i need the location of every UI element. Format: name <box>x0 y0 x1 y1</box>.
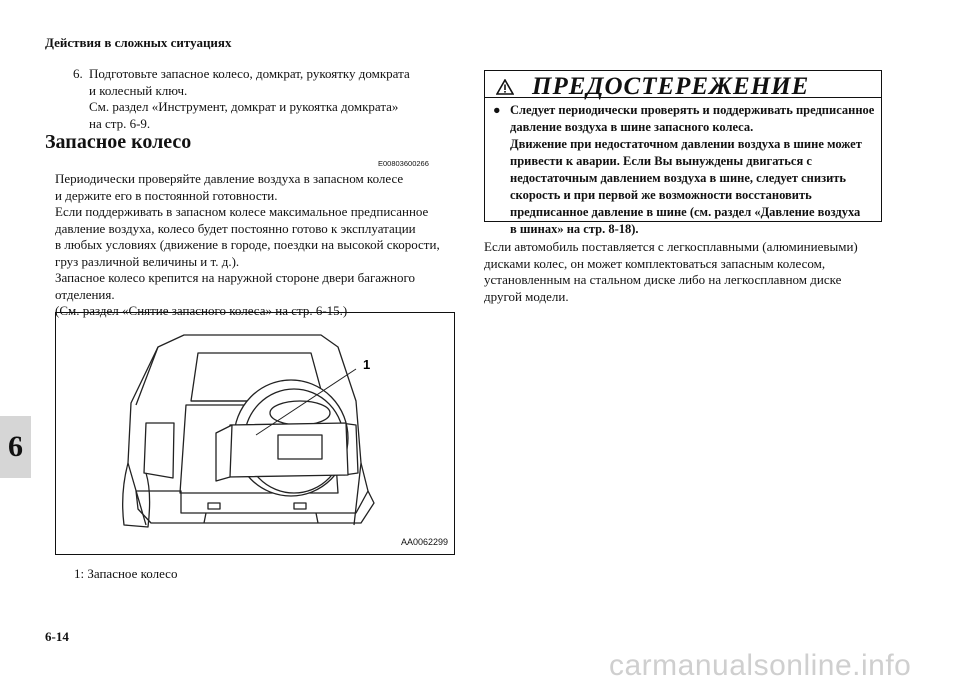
note-line: установленным на стальном диске либо на легкосплавном диске <box>484 272 842 287</box>
step-line: См. раздел «Инструмент, домкрат и рукоятка домкрата» <box>89 99 399 114</box>
paragraph-line: в любых условиях (движение в городе, поездки на высокой скорости, <box>55 237 440 252</box>
warning-line: недостаточным давлением воздуха в шине, следует снизить <box>510 171 847 185</box>
warning-line: Движение при недостаточном давлении воздуха в шине может <box>510 137 862 151</box>
note-line: дисками колес, он может комплектоваться запасным колесом, <box>484 255 826 271</box>
warning-heading: ПРЕДОСТЕРЕЖЕНИЕ <box>532 73 810 100</box>
step-line: и колесный ключ. <box>89 82 188 98</box>
chapter-number: 6 <box>8 430 23 463</box>
step-line: на стр. 6-9. <box>89 115 151 131</box>
bullet-icon: ● <box>493 103 501 117</box>
vehicle-rear-drawing <box>56 313 456 556</box>
step-6 <box>73 66 453 132</box>
section-paragraph <box>55 171 455 320</box>
paragraph-line: и держите его в постоянной готовности. <box>55 187 278 203</box>
section-title: Запасное колесо <box>45 131 192 153</box>
warning-line: скорость и при первой же возможности восстановить <box>510 188 812 202</box>
callout-number: 1 <box>363 357 371 372</box>
warning-line: Следует периодически проверять и поддерживать предписанное <box>510 103 875 117</box>
spare-wheel-illustration <box>55 312 455 555</box>
paragraph-line: груз различной величины и т. д.). <box>55 253 240 269</box>
note-line: Если автомобиль поставляется с легкосплавными (алюминиевыми) <box>484 239 858 254</box>
warning-line: предписанное давление в шине (см. раздел «Давление воздуха <box>510 205 861 219</box>
page-number: 6-14 <box>45 629 69 644</box>
warning-line: давление воздуха в шине запасного колеса. <box>510 120 754 134</box>
paragraph-line: отделения. <box>55 286 115 302</box>
running-header: Действия в сложных ситуациях <box>45 35 232 50</box>
alloy-wheel-note <box>484 239 884 305</box>
warning-text <box>493 102 878 238</box>
warning-divider <box>484 97 882 98</box>
paragraph-line: (См. раздел «Снятие запасного колеса» на стр. 6-15.) <box>55 303 348 318</box>
paragraph-line: Периодически проверяйте давление воздуха в запасном колесе <box>55 171 404 186</box>
paragraph-line: Запасное колесо крепится на наружной стороне двери багажного <box>55 270 416 285</box>
warning-line: в шинах» на стр. 8-18). <box>510 222 639 236</box>
figure-code: AA0062299 <box>400 537 448 547</box>
section-code: E00803600266 <box>378 159 429 168</box>
warning-line: привести к аварии. Если Вы вынуждены двигаться с <box>510 154 812 168</box>
paragraph-line: давление воздуха, колесо будет постоянно готово к эксплуатации <box>55 220 416 236</box>
step-line: Подготовьте запасное колесо, домкрат, рукоятку домкрата <box>89 66 410 81</box>
note-line: другой модели. <box>484 288 569 304</box>
paragraph-line: Если поддерживать в запасном колесе максимальное предписанное <box>55 204 429 219</box>
step-number: 6. <box>73 66 83 81</box>
figure-caption: 1: Запасное колесо <box>74 566 178 581</box>
watermark: carmanualsonline.info <box>609 649 912 682</box>
